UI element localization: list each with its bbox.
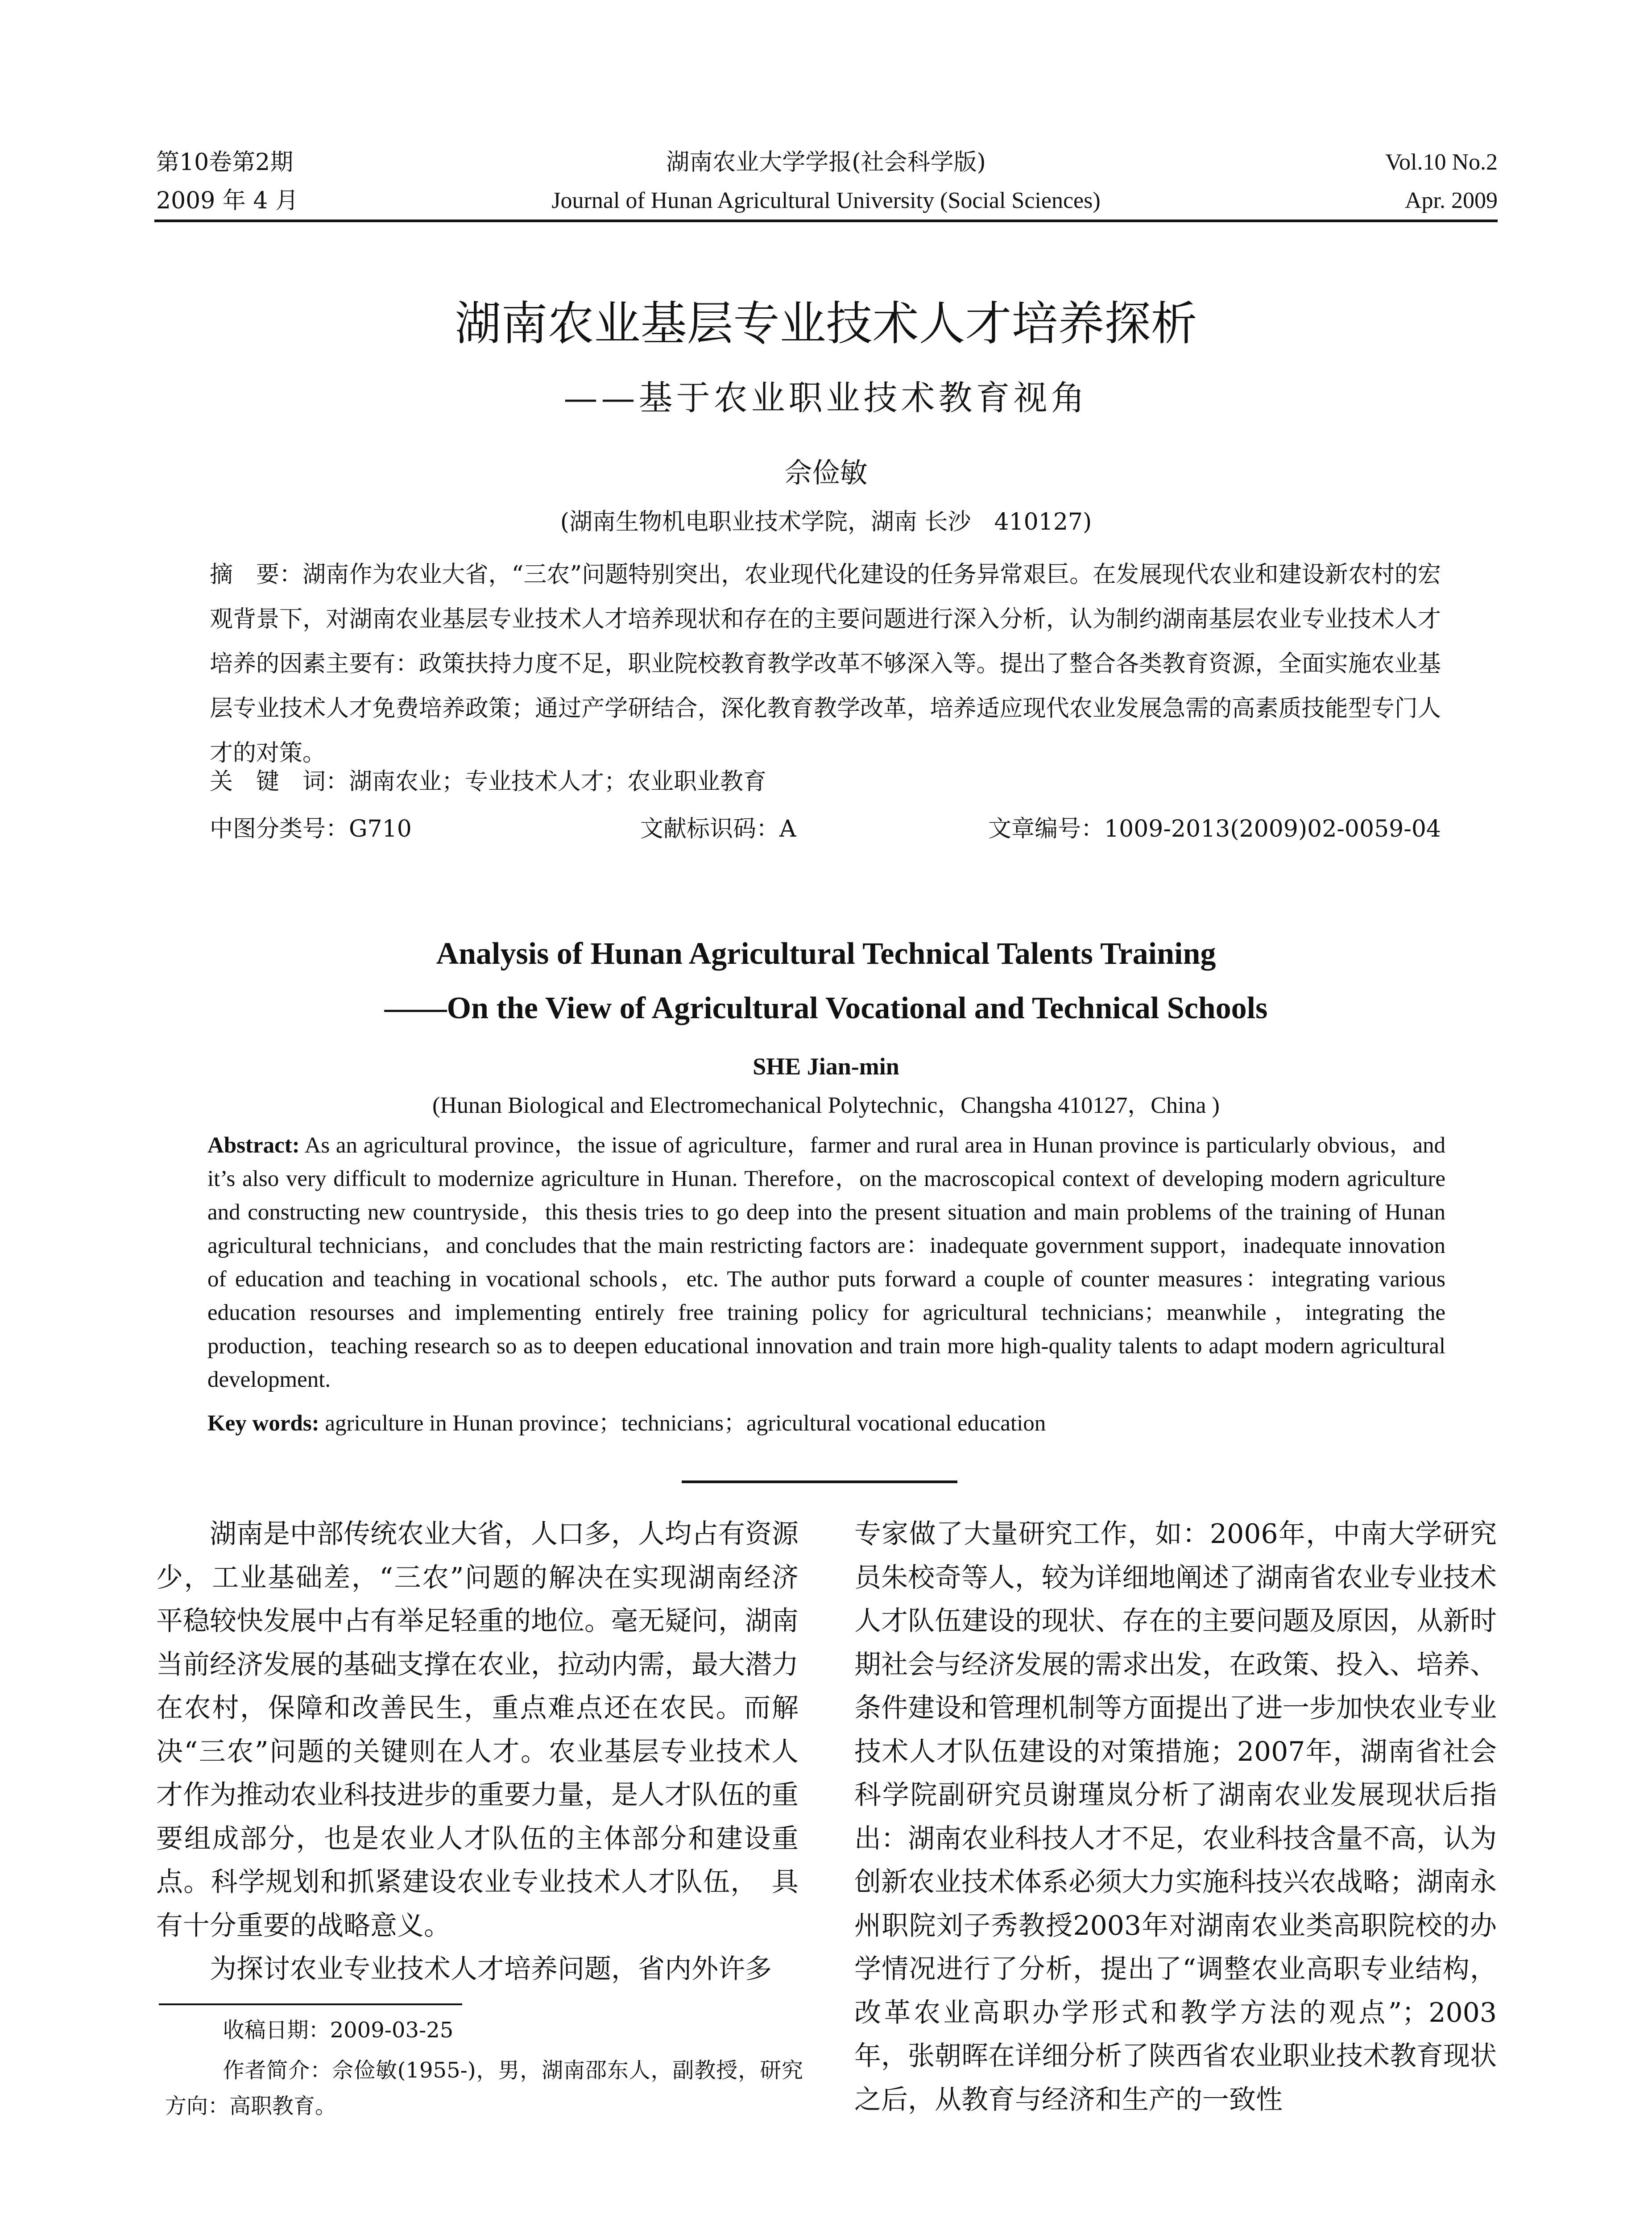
header-journal-cn: 湖南农业大学学报(社会科学版): [666, 149, 986, 176]
footnote-author-bio: 作者简介：佘俭敏(1955-)，男，湖南邵东人，副教授，研究方向：高职教育。: [165, 2058, 803, 2119]
keywords-cn: [210, 764, 766, 800]
abstract-cn-text: 湖南作为农业大省，“三农”问题特别突出，农业现代化建设的任务异常艰巨。在发展现代农业和建设新农村的宏观背景下，对湖南农业基层专业技术人才培养现状和存在的主要问题进行深入分析，认为制约湖南基层农业专业技术人才培养的因素主要有：政策扶持力度不足，职业院校教育教学改革不够深入等。提出了整合各类教育资源，全面实施农业基层专业技术人才免费培养政策；通过产学研结合，深化教育教学改革，培养适应现代农业发展急需的高素质技能型专门人才的对策。: [210, 561, 1441, 767]
paper-title-en: Analysis of Hunan Agricultural Technical Talents Training: [436, 937, 1216, 971]
body-right-column: [854, 1513, 1497, 2122]
section-separator: [682, 1480, 957, 1483]
affiliation-en: (Hunan Biological and Electromechanical Polytechnic，Changsha 410127，China ): [432, 1093, 1220, 1118]
keywords-cn-text: 湖南农业；专业技术人才；农业职业教育: [349, 768, 767, 795]
document-code: [640, 811, 796, 847]
body-paragraph-2: 为探讨农业专业技术人才培养问题，省内外许多: [210, 1953, 772, 1985]
abstract-cn-label: 摘 要：: [210, 561, 303, 588]
paper-subtitle-cn: ——基于农业职业技术教育视角: [563, 378, 1089, 418]
paper-title-cn: 湖南农业基层专业技术人才培养探析: [455, 296, 1197, 351]
clc-value: G710: [349, 816, 412, 842]
author-en: SHE Jian-min: [753, 1053, 899, 1080]
abstract-en-label: Abstract:: [207, 1133, 300, 1158]
body-paragraph-continued: 专家做了大量研究工作，如：2006年，中南大学研究员朱校奇等人，较为详细地阐述了湖南省农业专业技术人才队伍建设的现状、存在的主要问题及原因，从新时期社会与经济发展的需求出发，在政策、投入、培养、条件建设和管理机制等方面提出了进一步加快农业专业技术人才队伍建设的对策措施；2007年，湖南省社会科学院副研究员谢瑾岚分析了湖南农业发展现状后指出：湖南农业科技人才不足，农业科技含量不高，认为创新农业技术体系必须大力实施科技兴农战略；湖南永州职院刘子秀教授2003年对湖南农业类高职院校的办学情况进行了分析，提出了“调整农业高职专业结构，改革农业高职办学形式和教学方法的观点”；2003年，张朝晖在详细分析了陕西省农业职业技术教育现状之后，从教育与经济和生产的一致性: [854, 1518, 1497, 2115]
keywords-cn-label: 关 键 词：: [210, 768, 349, 795]
header-rule: [154, 220, 1498, 222]
keywords-en: [207, 1406, 1046, 1441]
doc-code-label: 文献标识码：: [640, 816, 780, 842]
doc-code-value: A: [779, 816, 796, 842]
article-number: [988, 811, 1441, 847]
header-month-year: Apr. 2009: [1405, 188, 1498, 213]
abstract-en-text: As an agricultural province，the issue of agriculture，farmer and rural area in Hunan province is particularly obvious，and it’s also very difficult to modernize agriculture in Hunan. Therefore，on the macroscopical context of developing modern agriculture and constructing new countryside，this thesis tries to go deep into the present situation and main problems of the training of Hunan agricultural technicians，and concludes that the main restricting factors are：inadequate government support，inadequate innovation of education and teaching in vocational schools，etc. The author puts forward a couple of counter measures：integrating various education resourses and implementing entirely free training policy for agricultural technicians；meanwhile，integrating the production，teaching research so as to deepen educational innovation and train more high-quality talents to adapt modern agricultural development.: [207, 1133, 1445, 1392]
body-left-column: [156, 1513, 799, 1991]
abstract-en: [207, 1129, 1445, 1397]
article-no-value: 1009-2013(2009)02-0059-04: [1104, 816, 1441, 842]
author-cn: 佘俭敏: [784, 456, 868, 489]
clc-label: 中图分类号：: [210, 816, 349, 842]
header-volume-issue: 第10卷第2期: [156, 149, 294, 176]
clc-number: [210, 811, 412, 847]
keywords-en-label: Key words:: [207, 1411, 319, 1436]
keywords-en-text: agriculture in Hunan province；technicians；agricultural vocational education: [319, 1411, 1046, 1436]
body-paragraph-1: 湖南是中部传统农业大省，人口多，人均占有资源少，工业基础差，“三农”问题的解决在实现湖南经济平稳较快发展中占有举足轻重的地位。毫无疑问，湖南当前经济发展的基础支撑在农业，拉动内需，最大潜力在农村，保障和改善民生，重点难点还在农民。而解决“三农”问题的关键则在人才。农业基层专业技术人才作为推动农业科技进步的重要力量，是人才队伍的重要组成部分，也是农业人才队伍的主体部分和建设重点。科学规划和抓紧建设农业专业技术人才队伍， 具有十分重要的战略意义。: [156, 1518, 799, 1941]
paper-subtitle-en: ——On the View of Agricultural Vocational and Technical Schools: [384, 991, 1268, 1025]
header-vol-no: Vol.10 No.2: [1385, 149, 1498, 175]
affiliation-cn: (湖南生物机电职业技术学院，湖南 长沙 410127): [560, 509, 1092, 535]
abstract-cn: [210, 552, 1441, 775]
article-no-label: 文章编号：: [988, 816, 1105, 842]
header-date: 2009 年 4 月: [156, 187, 299, 214]
footnote-rule: [159, 2003, 462, 2005]
header-journal-en: Journal of Hunan Agricultural University (Social Sciences): [551, 188, 1101, 213]
footnote-received-date: 收稿日期：2009-03-25: [223, 2018, 454, 2043]
